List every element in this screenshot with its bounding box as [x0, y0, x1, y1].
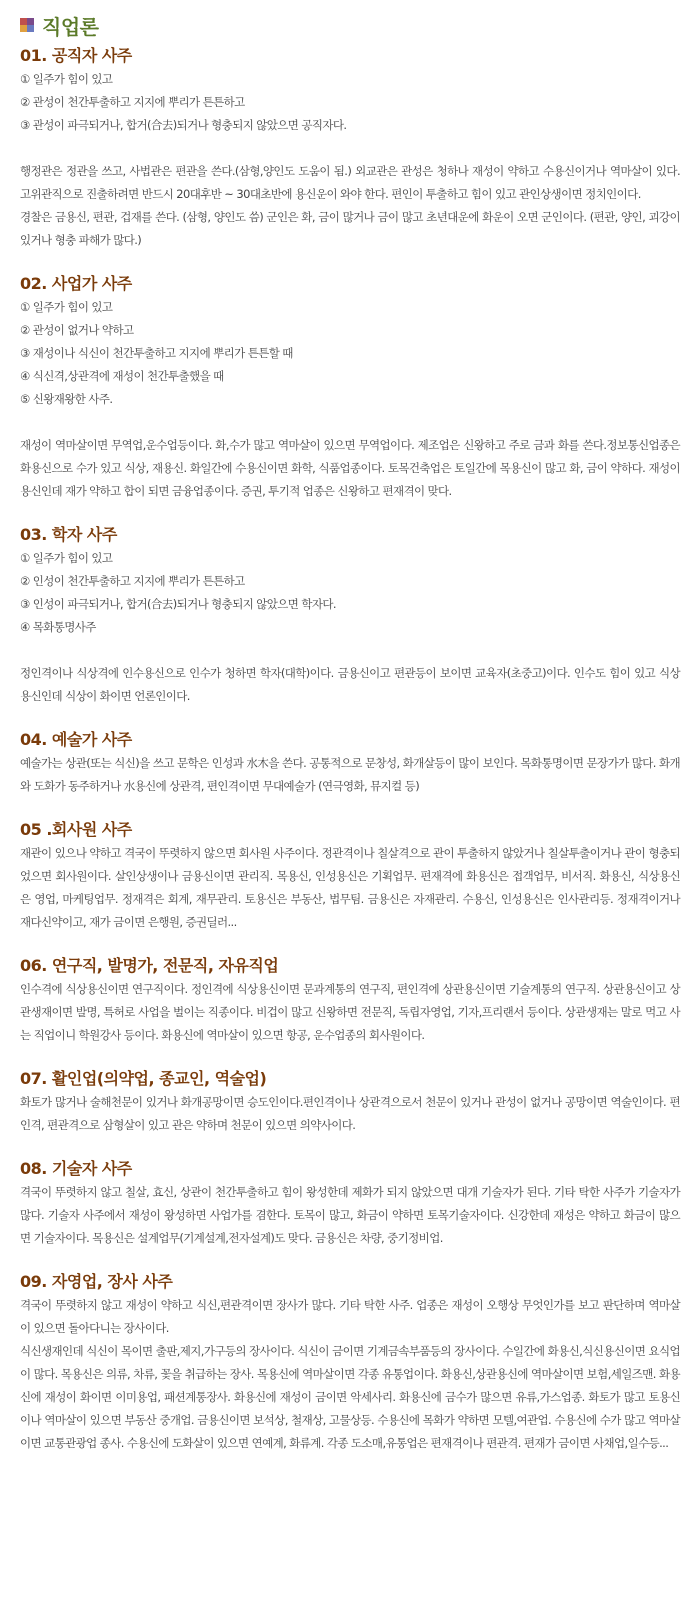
spacer — [20, 411, 680, 434]
condition-item: ② 관성이 천간투출하고 지지에 뿌리가 튼튼하고 — [20, 95, 245, 109]
section-title: 04. 예술가 사주 — [20, 730, 132, 749]
condition-item: ⑤ 신왕재왕한 사주. — [20, 392, 113, 406]
condition-list — [20, 296, 680, 411]
page-header — [20, 12, 680, 38]
spacer — [20, 639, 680, 662]
condition-item: ② 인성이 천간투출하고 지지에 뿌리가 튼튼하고 — [20, 574, 245, 588]
paragraph: 정인격이나 식상격에 인수용신으로 인수가 청하면 학자(대학)이다. 금용신이고 편관등이 보이면 교육자(초중고)이다. 인수도 힘이 있고 식상용신인데 식상이 화이면 언론인이다. — [20, 666, 680, 703]
section — [20, 1157, 680, 1250]
section — [20, 272, 680, 503]
condition-item: ② 관성이 없거나 약하고 — [20, 323, 134, 337]
section-title: 01. 공직자 사주 — [20, 46, 132, 65]
condition-item: ③ 인성이 파극되거나, 합거(合去)되거나 형충되지 않았으면 학자다. — [20, 597, 336, 611]
condition-item: ④ 목화통명사주 — [20, 620, 96, 634]
condition-item: ① 일주가 힘이 있고 — [20, 72, 113, 86]
paragraph: 식신생재인데 식신이 목이면 출판,제지,가구등의 장사이다. 식신이 금이면 기계금속부품등의 장사이다. 수일간에 화용신,식신용신이면 요식업이 많다. 목용신은 의류, 차류, 꽃을 취급하는 장사. 목용신에 역마살이면 각종 유통업이다. 화용신,상관용신에 역마살이면 보험,세일즈맨. 화용신에 재성이 화이면 이미용업, 패션계통장사. 화용신에 재성이 금이면 악세사리. 화용신에 금수가 많으면 유류,가스업종. 화토가 많고 토용신이나 역마살이 있으면 부동산 중개업. 금용신이면 보석상, 철재상, 고물상등. 수용신에 목화가 약하면 모텔,여관업. 수용신에 수가 많고 역마살이면 교통관광업 종사. 수용신에 도화살이 있으면 연예계, 화류계. 각종 도소매,유통업은 편재격이나 편관격. 편재가 금이면 사채업,일수등... — [20, 1344, 680, 1450]
paragraph: 화토가 많거나 술해천문이 있거나 화개공망이면 승도인이다.편인격이나 상관격으로서 천문이 있거나 관성이 없거나 공망이면 역술인이다. 편인격, 편관격으로 삼형살이 있고 관은 약하며 천문이 있으면 의약사이다. — [20, 1095, 680, 1132]
section — [20, 44, 680, 252]
section-title: 09. 자영업, 장사 사주 — [20, 1272, 173, 1291]
section — [20, 1067, 680, 1137]
sections — [20, 44, 680, 1455]
paragraph: 예술가는 상관(또는 식신)을 쓰고 문학은 인성과 水木을 쓴다. 공통적으로 문창성, 화개살등이 많이 보인다. 목화통명이면 문장가가 많다. 화개와 도화가 동주하거나 水용신에 상관격, 편인격이면 무대예술가 (연극영화, 뮤지컬 등) — [20, 756, 680, 793]
section-title: 07. 활인업(의약업, 종교인, 역술업) — [20, 1069, 267, 1088]
condition-list — [20, 547, 680, 639]
spacer — [20, 137, 680, 160]
paragraph: 재관이 있으나 약하고 격국이 뚜렷하지 않으면 회사원 사주이다. 정관격이나 칠살격으로 관이 투출하지 않았거나 칠살투출이거나 관이 형충되었으면 회사원이다. 살인상생이나 금용신이면 관리직. 목용신, 인성용신은 기획업무. 편재격에 화용신은 접객업무, 비서직. 화용신, 식상용신은 영업, 마케팅업무. 정재격은 회계, 재무관리. 토용신은 부동산, 법무팀. 금용신은 자재관리. 수용신, 인성용신은 인사관리등. 정재격이거나 재다신약이고, 재가 금이면 은행원, 증권딜러... — [20, 846, 680, 929]
section — [20, 523, 680, 708]
section-title: 05 .회사원 사주 — [20, 820, 132, 839]
color-squares-icon — [20, 18, 34, 32]
paragraph: 격국이 뚜렷하지 않고 재성이 약하고 식신,편관격이면 장사가 많다. 기타 탁한 사주. 업종은 재성이 오행상 무엇인가를 보고 판단하며 역마살이 있으면 돌아다니는 장사이다. — [20, 1298, 680, 1335]
section-title: 02. 사업가 사주 — [20, 274, 132, 293]
paragraph: 격국이 뚜렷하지 않고 칠살, 효신, 상관이 천간투출하고 힘이 왕성한데 제화가 되지 않았으면 대개 기술자가 된다. 기타 탁한 사주가 기술자가 많다. 기술자 사주에서 재성이 왕성하면 사업가를 겸한다. 토목이 많고, 화금이 약하면 토목기술자이다. 신강한데 재성은 약하고 화금이 많으면 기술자이다. 목용신은 설계업무(기계설계,전자설계)도 맞다. 금용신은 차량, 중기정비업. — [20, 1185, 680, 1245]
condition-item: ④ 식신격,상관격에 재성이 천간투출했을 때 — [20, 369, 224, 383]
condition-item: ① 일주가 힘이 있고 — [20, 300, 113, 314]
paragraph: 재성이 역마살이면 무역업,운수업등이다. 화,수가 많고 역마살이 있으면 무역업이다. 제조업은 신왕하고 주로 금과 화를 쓴다.정보통신업종은 화용신으로 수가 있고 식상, 재용신. 화일간에 수용신이면 화학, 식품업종이다. 토목건축업은 토일간에 목용신이 많고 화, 금이 약하다. 재성이 용신인데 재가 약하고 합이 되면 금융업종이다. 증권, 투기적 업종은 신왕하고 편재격이 맞다. — [20, 438, 680, 498]
section — [20, 818, 680, 934]
condition-list — [20, 68, 680, 137]
condition-item: ③ 관성이 파극되거나, 합거(合去)되거나 형충되지 않았으면 공직자다. — [20, 118, 347, 132]
paragraph: 행정관은 정관을 쓰고, 사법관은 편관을 쓴다.(삼형,양인도 도움이 됨.) 외교관은 관성은 청하나 재성이 약하고 수용신이거나 역마살이 있다. 고위관직으로 진출하려면 반드시 20대후반 ~ 30대초반에 용신운이 와야 한다. 편인이 투출하고 힘이 있고 관인상생이면 정치인이다. — [20, 164, 680, 201]
paragraph: 인수격에 식상용신이면 연구직이다. 정인격에 식상용신이면 문과계통의 연구직, 편인격에 상관용신이면 기술계통의 연구직. 상관용신이고 상관생재이면 발명, 특허로 사업을 벌이는 직종이다. 비겁이 많고 신왕하면 전문직, 독립자영업, 기자,프리랜서 등이다. 상관생재는 말로 먹고 사는 직업이니 학원강사 등이다. 화용신에 역마살이 있으면 항공, 운수업종의 회사원이다. — [20, 982, 680, 1042]
condition-item: ① 일주가 힘이 있고 — [20, 551, 113, 565]
section — [20, 954, 680, 1047]
section-title: 08. 기술자 사주 — [20, 1159, 132, 1178]
section-title: 06. 연구직, 발명가, 전문직, 자유직업 — [20, 956, 279, 975]
condition-item: ③ 재성이나 식신이 천간투출하고 지지에 뿌리가 튼튼할 때 — [20, 346, 293, 360]
section — [20, 1270, 680, 1455]
paragraph: 경찰은 금용신, 편관, 겁재를 쓴다. (삼형, 양인도 씀) 군인은 화, 금이 많거나 금이 많고 초년대운에 화운이 오면 군인이다. (편관, 양인, 괴강이 있거나 형충 파해가 많다.) — [20, 210, 680, 247]
section — [20, 728, 680, 798]
section-title: 03. 학자 사주 — [20, 525, 117, 544]
page-title: 직업론 — [42, 14, 99, 39]
